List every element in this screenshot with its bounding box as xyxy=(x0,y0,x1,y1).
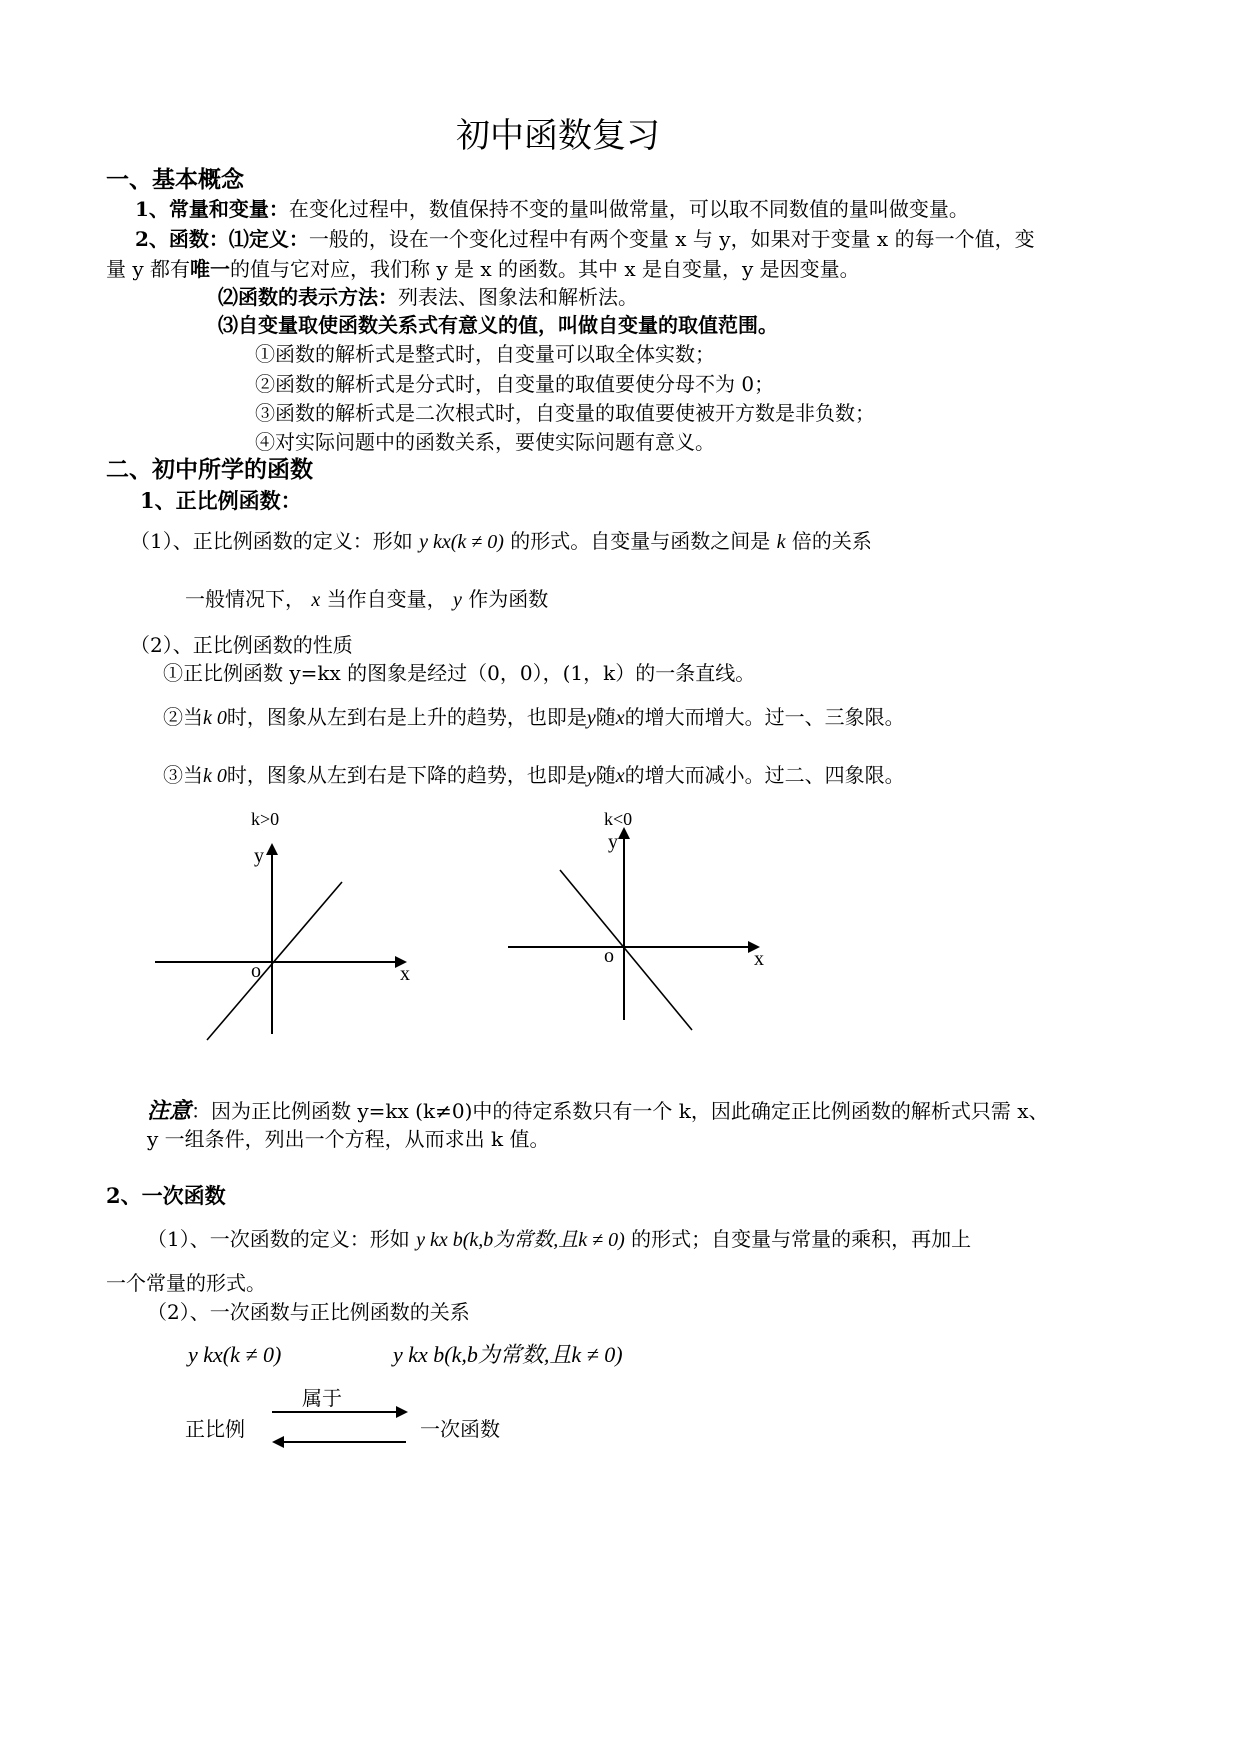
term-linear: 一次函数 xyxy=(420,1417,500,1441)
math-y: y xyxy=(586,707,596,729)
subsection-heading-proportional: 1、正比例函数： xyxy=(140,488,302,513)
arrow-label: 属于 xyxy=(302,1386,342,1410)
domain-rule-1: ①函数的解析式是整式时，自变量可以取全体实数； xyxy=(255,342,715,366)
note-text: 作为函数 xyxy=(468,587,549,611)
linear-definition-continuation: 一个常量的形式。 xyxy=(106,1271,266,1295)
formula-linear: y kx b(k,b为常数,且k ≠ 0) xyxy=(416,1229,625,1251)
domain-rule-2: ②函数的解析式是分式时，自变量的取值要使分母不为 0； xyxy=(255,372,775,396)
definition-text: 一般的，设在一个变化过程中有两个变量 x 与 y，如果对于变量 x 的每一个值，变 xyxy=(308,227,1035,251)
origin-label: o xyxy=(251,960,261,982)
definition-text: （1）、一次函数的定义：形如 xyxy=(147,1227,410,1251)
domain-rule-4: ④对实际问题中的函数关系，要使实际问题有意义。 xyxy=(255,430,715,454)
property-text: ③当 xyxy=(163,763,203,787)
math-k-gt-0: k 0 xyxy=(203,707,227,729)
section-heading-functions: 二、初中所学的函数 xyxy=(106,456,313,483)
line-k-negative xyxy=(560,870,692,1030)
x-axis-label: x xyxy=(754,948,764,970)
item-label: 2、函数： xyxy=(135,227,229,251)
property-text: 随 xyxy=(595,763,616,787)
definition-label: ⑴定义： xyxy=(228,227,309,251)
formula-proportional: y kx(k ≠ 0) xyxy=(419,531,504,553)
property-1: ①正比例函数 y=kx 的图象是经过（0，0），(1，k）的一条直线。 xyxy=(163,661,756,685)
definition-text: 量 y 都有 xyxy=(106,257,191,281)
math-y: y xyxy=(452,589,462,611)
relation-arrows xyxy=(272,1412,406,1442)
item-text: 在变化过程中，数值保持不变的量叫做常量，可以取不同数值的量叫做变量。 xyxy=(288,197,969,221)
formula-linear-right: y kx b(k,b为常数,且k ≠ 0) xyxy=(393,1342,623,1367)
formula-proportional-left: y kx(k ≠ 0) xyxy=(188,1342,282,1367)
math-x: x xyxy=(311,589,321,611)
note-text: 当作自变量， xyxy=(326,587,447,611)
definition-text: 的形式；自变量与常量的乘积，再加上 xyxy=(631,1227,972,1251)
page-title: 初中函数复习 xyxy=(456,116,660,156)
linear-definition xyxy=(147,1226,971,1253)
y-axis-label: y xyxy=(254,845,264,867)
domain-heading: ⑶自变量取使函数关系式有意义的值，叫做自变量的取值范围。 xyxy=(218,313,778,337)
math-x: x xyxy=(615,765,625,787)
representation-text: 列表法、图象法和解析法。 xyxy=(398,285,638,309)
property-text: 的增大而增大。过一、三象限。 xyxy=(624,705,905,729)
properties-heading: （2）、正比例函数的性质 xyxy=(130,633,353,657)
graph-k-negative xyxy=(508,809,764,1030)
x-axis-label: x xyxy=(400,963,410,985)
definition-text: 的形式。自变量与函数之间是 xyxy=(510,529,771,553)
math-k-lt-0: k 0 xyxy=(203,765,227,787)
section-heading-basic-concepts: 一、基本概念 xyxy=(106,166,244,193)
origin-label: o xyxy=(604,945,614,967)
note-text: ：因为正比例函数 y=kx (k≠0)中的待定系数只有一个 k，因此确定正比例函数的解析式只需 x、 xyxy=(191,1099,1049,1123)
graph-k-positive xyxy=(155,809,410,1040)
property-text: 时，图象从左到右是下降的趋势，也即是 xyxy=(226,763,587,787)
property-text: ②当 xyxy=(163,705,203,729)
definition-text: 倍的关系 xyxy=(791,529,872,553)
emphasis-unique: 唯一 xyxy=(190,257,231,281)
proportional-note xyxy=(147,1098,1049,1124)
note-label: 注意 xyxy=(147,1098,192,1124)
graph-caption: k>0 xyxy=(251,809,280,829)
definition-text: 的值与它对应，我们称 y 是 x 的函数。其中 x 是自变量，y 是因变量。 xyxy=(230,257,860,281)
relation-heading: （2）、一次函数与正比例函数的关系 xyxy=(147,1300,470,1324)
note-text: 一般情况下， xyxy=(185,587,305,611)
proportional-note-continuation: y 一组条件，列出一个方程，从而求出 k 值。 xyxy=(147,1127,550,1151)
subsection-heading-linear: 2、一次函数 xyxy=(106,1183,226,1208)
math-k: k xyxy=(776,531,786,553)
math-y: y xyxy=(586,765,596,787)
property-text: 时，图象从左到右是上升的趋势，也即是 xyxy=(226,705,587,729)
y-axis-label: y xyxy=(608,831,618,853)
property-text: 的增大而减小。过二、四象限。 xyxy=(624,763,905,787)
item-label: 1、常量和变量： xyxy=(135,197,289,221)
representation-label: ⑵函数的表示方法： xyxy=(218,285,398,309)
domain-rule-3: ③函数的解析式是二次根式时，自变量的取值要使被开方数是非负数； xyxy=(255,401,875,425)
graph-caption: k<0 xyxy=(604,809,633,829)
property-text: 随 xyxy=(595,705,616,729)
math-x: x xyxy=(615,707,625,729)
term-proportional: 正比例 xyxy=(185,1417,245,1441)
definition-text: （1）、正比例函数的定义：形如 xyxy=(130,529,413,553)
